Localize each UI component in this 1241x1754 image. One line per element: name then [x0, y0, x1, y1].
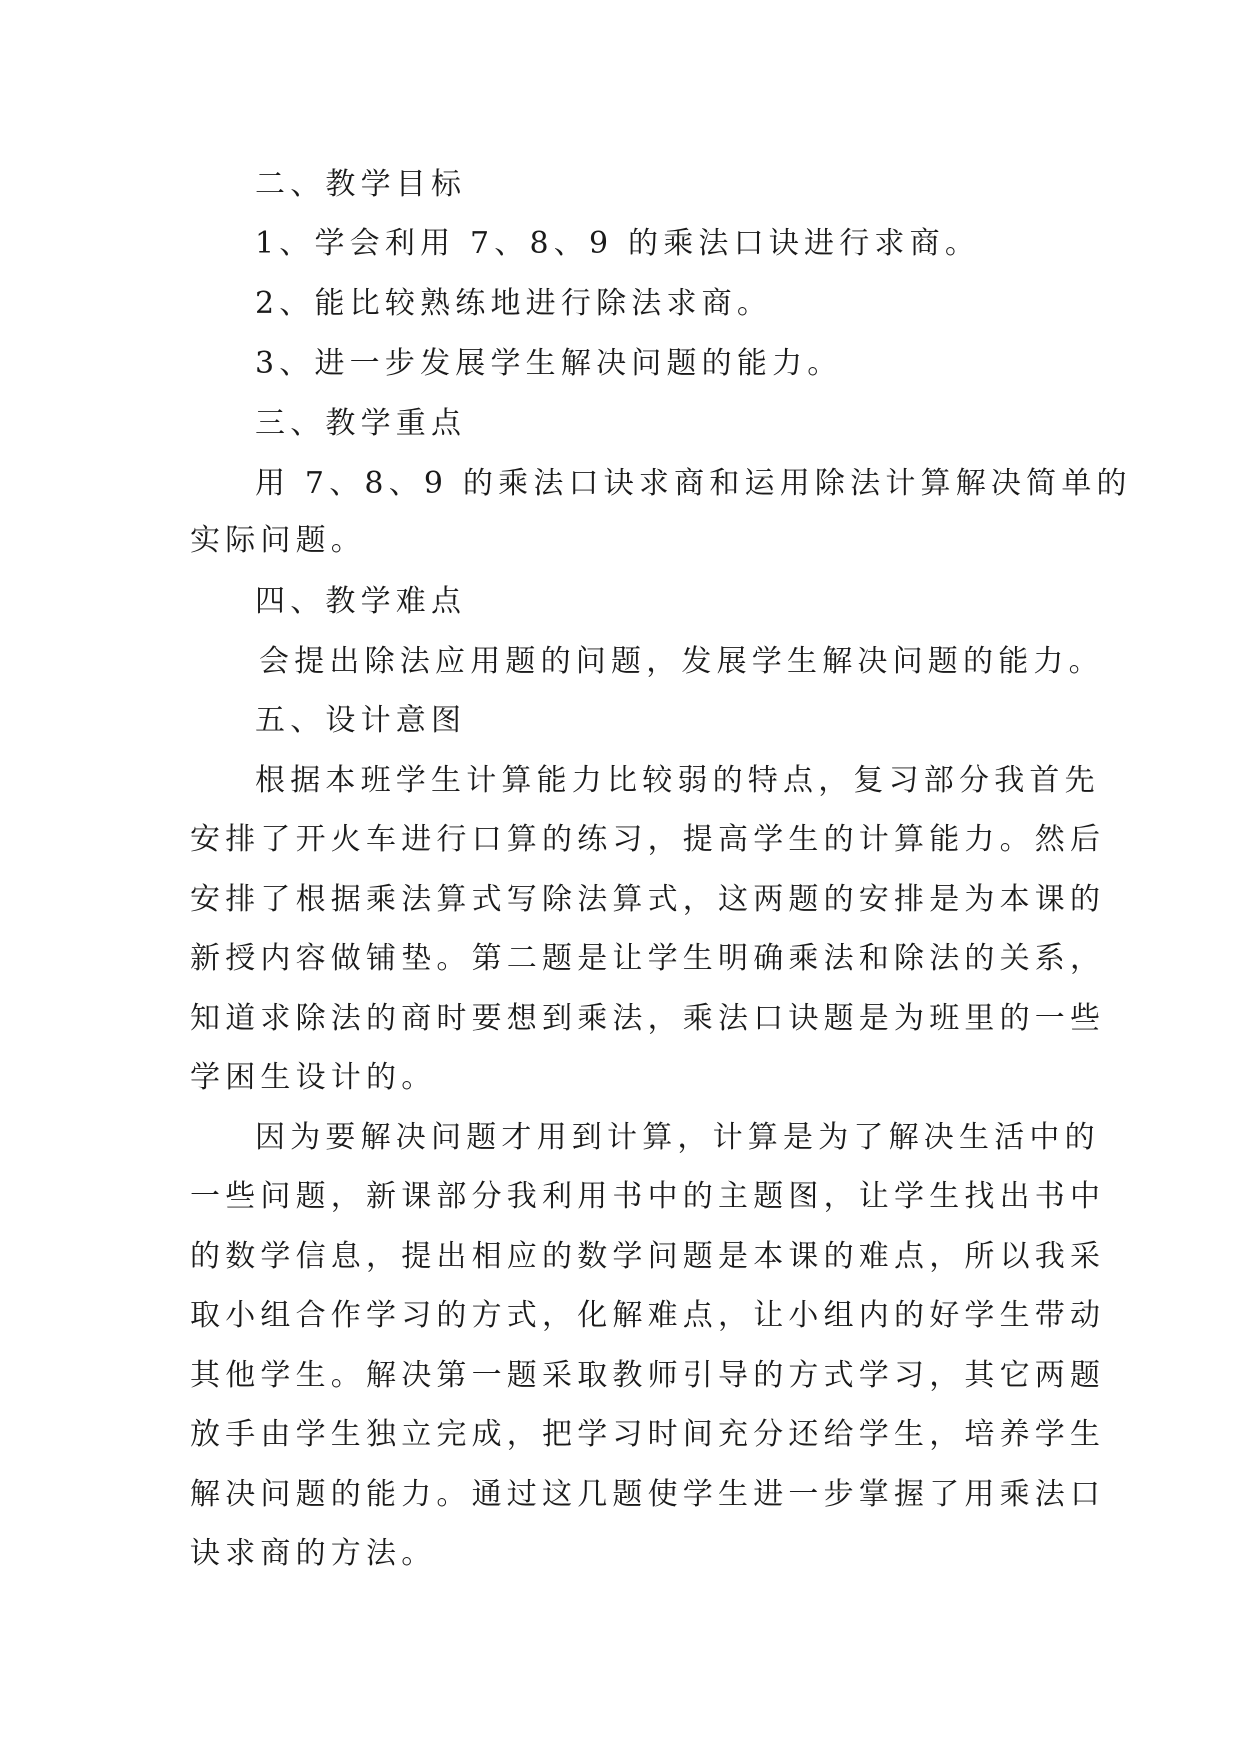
paragraph-line: 安排了开火车进行口算的练习，提高学生的计算能力。然后 — [190, 822, 1106, 857]
paragraph-line: 诀求商的方法。 — [190, 1536, 437, 1571]
paragraph-line: 安排了根据乘法算式写除法算式，这两题的安排是为本课的 — [190, 882, 1106, 917]
paragraph-line: 新授内容做铺垫。第二题是让学生明确乘法和除法的关系， — [190, 941, 1106, 976]
paragraph-line: 知道求除法的商时要想到乘法，乘法口诀题是为班里的一些 — [190, 1001, 1106, 1036]
paragraph-line: 根据本班学生计算能力比较弱的特点，复习部分我首先 — [255, 763, 1100, 798]
objective-item-2: 2、能比较熟练地进行除法求商。 — [255, 286, 773, 321]
paragraph-line: 的数学信息，提出相应的数学问题是本课的难点，所以我采 — [190, 1239, 1106, 1274]
paragraph-line: 学困生设计的。 — [190, 1060, 437, 1095]
objective-item-3: 3、进一步发展学生解决问题的能力。 — [255, 346, 843, 381]
paragraph-line: 用 7、8、9 的乘法口诀求商和运用除法计算解决简单的 — [255, 466, 1132, 501]
paragraph-line: 其他学生。解决第一题采取教师引导的方式学习，其它两题 — [190, 1358, 1106, 1393]
section-heading-objectives: 二、教学目标 — [255, 167, 467, 202]
section-heading-difficulties: 四、教学难点 — [255, 584, 467, 619]
paragraph-line: 解决问题的能力。通过这几题使学生进一步掌握了用乘法口 — [190, 1477, 1106, 1512]
section-heading-design-intent: 五、设计意图 — [255, 703, 467, 738]
section-heading-key-points: 三、教学重点 — [255, 406, 467, 441]
objective-item-1: 1、学会利用 7、8、9 的乘法口诀进行求商。 — [255, 226, 981, 261]
paragraph-line: 一些问题，新课部分我利用书中的主题图，让学生找出书中 — [190, 1179, 1106, 1214]
paragraph-line: 取小组合作学习的方式，化解难点，让小组内的好学生带动 — [190, 1298, 1106, 1333]
paragraph-line: 实际问题。 — [190, 523, 366, 558]
paragraph-line: 因为要解决问题才用到计算，计算是为了解决生活中的 — [255, 1120, 1100, 1155]
paragraph-line: 会提出除法应用题的问题，发展学生解决问题的能力。 — [259, 644, 1104, 679]
paragraph-line: 放手由学生独立完成，把学习时间充分还给学生，培养学生 — [190, 1417, 1106, 1452]
